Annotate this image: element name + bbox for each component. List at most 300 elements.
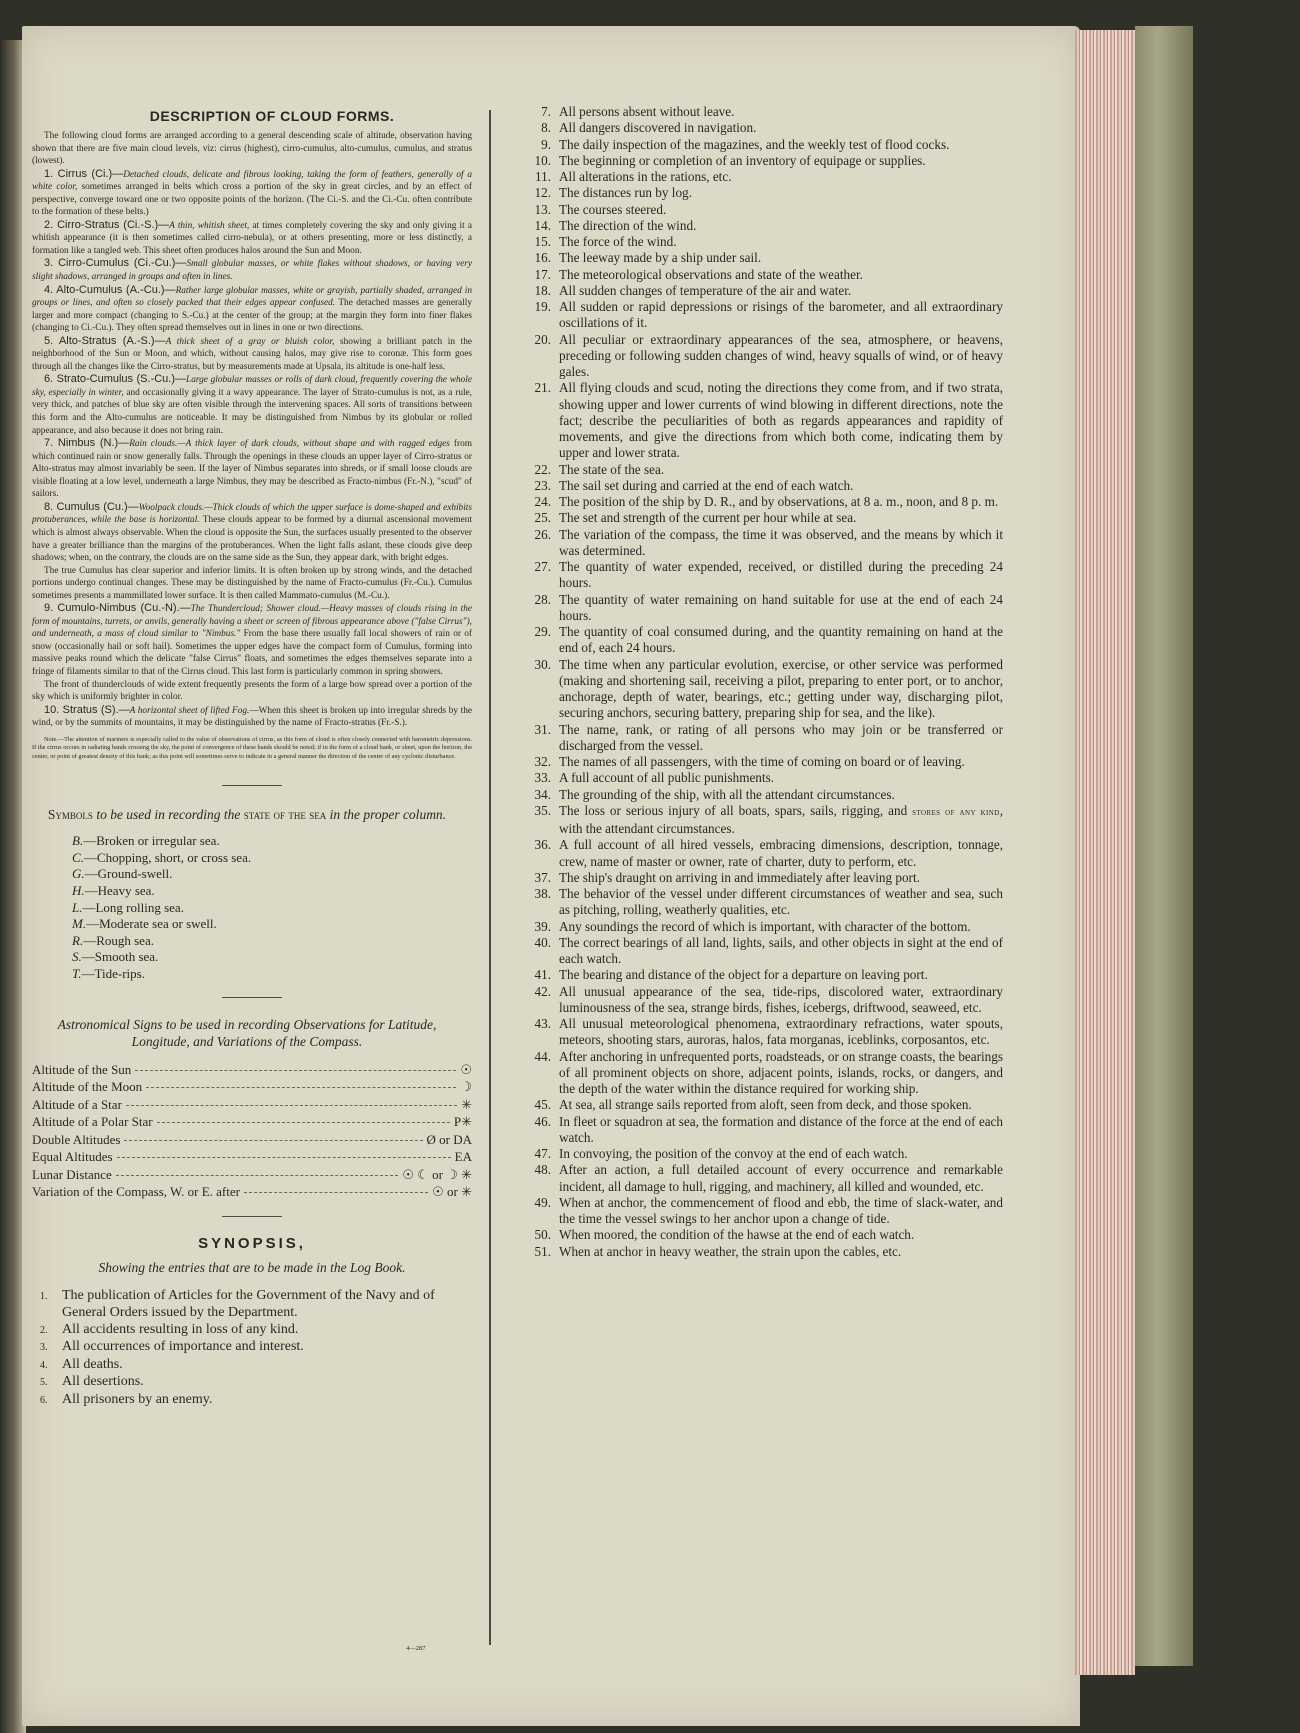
entry-number: 15. <box>534 234 551 249</box>
log-entry <box>525 510 1003 526</box>
sea-symbol-item <box>72 866 472 883</box>
entry-number: 13. <box>534 201 551 217</box>
section-divider <box>222 997 282 998</box>
log-entry <box>525 803 1003 838</box>
cloud-details: from which continued rain or snow generally falls. Through the openings in these clouds an upper layer of Cirro-stratus or Alto-stratus may almost invariably be seen. If the layer of Nimbus separates into shreds, or if small loose clouds are visible floating at a low level, underneath a large Nimbus, they may be described as Fracto-nimbus (Fr.-N.), "scud" of sailors. <box>32 439 472 500</box>
entry-text-part: All persons absent without leave. <box>559 104 735 119</box>
entry-text-part: The force of the wind. <box>559 234 677 249</box>
section-divider <box>222 1216 282 1217</box>
entry-number: 47. <box>534 1146 551 1161</box>
sea-heading-part: in the proper column. <box>326 807 447 823</box>
synopsis-item <box>32 1339 472 1357</box>
entry-text-part: , with the attendant circumstances. <box>559 802 1003 836</box>
log-entry <box>525 527 1003 560</box>
sea-symbol-item <box>72 966 472 983</box>
log-entry <box>525 592 1003 625</box>
entry-number: 32. <box>534 754 551 769</box>
sea-symbol-key: S. <box>72 949 82 965</box>
cloud-details: at times completely covering the sky and only giving it a whitish appearance (it is then sometimes called cirro-nebula), or at others presenting, more or less distinctly, a formation like a tangled web. This sheet often produces halos around the Sun and Moon. <box>32 220 472 256</box>
cloud-entry <box>32 704 472 730</box>
log-entry <box>525 559 1003 592</box>
entry-text-part: Any soundings the record of which is important, with character of the bottom. <box>559 918 971 934</box>
log-entry <box>525 299 1003 332</box>
column-rule <box>489 110 491 1645</box>
cloud-name: 4. Alto-Cumulus (A.-Cu.)— <box>44 283 176 296</box>
log-entry <box>525 837 1003 870</box>
synopsis-subtitle: Showing the entries that are to be made in the Log Book. <box>98 1259 406 1275</box>
log-entry <box>525 770 1003 786</box>
entry-text <box>559 657 1003 722</box>
entry-text-part: The sail set during and carried at the end of each watch. <box>559 477 854 493</box>
entry-number: 26. <box>534 526 551 542</box>
entry-number: 27. <box>534 559 551 574</box>
sea-symbol-key: C. <box>72 849 84 865</box>
entry-text-part: In convoying, the position of the convoy at the end of each watch. <box>559 1146 908 1161</box>
right-column <box>525 104 1003 1260</box>
entry-text <box>559 967 1003 983</box>
synopsis-text: All prisoners by an enemy. <box>62 1391 213 1407</box>
entry-number: 38. <box>534 886 551 901</box>
astro-sign-symbol: EA <box>454 1149 472 1165</box>
entry-number: 42. <box>534 983 551 999</box>
sea-symbol-key: G. <box>72 866 85 882</box>
synopsis-number: 4. <box>40 1359 48 1371</box>
cloud-definition: A horizontal sheet of lifted Fog. <box>129 705 250 716</box>
cloud-name: 2. Cirro-Stratus (Ci.-S.)— <box>44 218 170 231</box>
entry-number: 51. <box>534 1243 551 1259</box>
synopsis-number: 2. <box>40 1324 48 1336</box>
entry-text <box>559 1146 1003 1162</box>
entry-number: 10. <box>534 152 551 168</box>
entry-text <box>559 722 1003 755</box>
entry-text-part: The direction of the wind. <box>559 217 697 233</box>
sea-heading-part: to be used in recording the <box>92 807 244 823</box>
entry-text-part: The variation of the compass, the time it was observed, and the means by which it was determined. <box>559 526 1003 558</box>
entry-number: 48. <box>534 1162 551 1178</box>
entry-number: 37. <box>534 869 551 885</box>
entry-text-part: The behavior of the vessel under different circumstances of weather and sea, such as pitching, rolling, weatherly qualities, etc. <box>559 886 1003 918</box>
cloud-details: sometimes arranged in belts which cross a portion of the sky in great circles, and by an effect of perspective, converge toward one or two opposite points of the horizon. (The Ci.-S. and the Ci.-Cu. often contribute to the formation of these belts.) <box>32 182 472 218</box>
cloud-definition: Large globular masses or rolls of dark cloud, frequently covering the whole sky, especially in winter, <box>32 375 473 398</box>
log-entry <box>525 1244 1003 1260</box>
entry-text-part: The loss or serious injury of all boats, spars, sails, rigging, and <box>559 802 913 818</box>
entry-number: 39. <box>534 918 551 934</box>
astro-sign-symbol: ☉ ☾ or ☽ ✳ <box>402 1166 472 1182</box>
cloud-definition: Woolpack clouds.—Thick clouds of which the upper surface is dome-shaped and exhibits protuberances, while the base is horizontal. <box>32 502 472 526</box>
astro-sign-symbol: ☉ or ✳ <box>432 1184 472 1200</box>
entry-smallcaps: stores of any kind <box>912 806 1000 818</box>
astro-sign-table <box>32 1062 472 1202</box>
log-entry <box>525 120 1003 136</box>
entry-number: 44. <box>534 1048 551 1064</box>
entry-text-part: All sudden or rapid depressions or risings of the barometer, and all extraordinary oscillations of it. <box>559 299 1003 331</box>
leader-dots <box>146 1087 456 1088</box>
entry-number: 50. <box>534 1227 551 1243</box>
entry-number: 49. <box>534 1194 551 1210</box>
entry-text <box>559 1162 1003 1195</box>
sea-symbols-heading <box>32 806 462 823</box>
cloud-description <box>32 130 472 730</box>
sea-symbol-key: T. <box>72 965 82 981</box>
cloud-definition: A thick sheet of a gray or bluish color, <box>165 336 335 347</box>
sea-symbol-key: B. <box>72 833 84 849</box>
entry-text-part: The time when any particular evolution, exercise, or other service was performed (making and shortening sail, receiving a pilot, preparing to enter port, or to anchor, anchorage, depth of water, bearings, etc.; getting under way, discharging pilot, securing anchors, securing battery, preparing ship for sea, and the like). <box>559 656 1003 721</box>
log-entry <box>525 870 1003 886</box>
entry-number: 22. <box>534 461 551 477</box>
entry-number: 24. <box>534 494 551 509</box>
entry-text-part: The quantity of water remaining on hand suitable for use at the end of each 24 hours. <box>559 591 1003 623</box>
cloud-entry <box>32 257 472 283</box>
plate-number: 4—287 <box>406 1645 426 1652</box>
cloud-name: 1. Cirrus (Ci.)— <box>44 167 124 180</box>
synopsis-number: 6. <box>40 1394 48 1406</box>
entry-text-part: The quantity of water expended, received, or distilled during the preceding 24 hours. <box>559 559 1003 591</box>
entry-number: 31. <box>534 721 551 737</box>
entry-text <box>559 218 1003 234</box>
log-entry <box>525 202 1003 218</box>
entry-text <box>559 803 1003 838</box>
cloud-name: 10. Stratus (S).— <box>44 703 130 716</box>
entry-number: 36. <box>534 837 551 853</box>
log-entry <box>525 1227 1003 1243</box>
entry-text-part: In fleet or squadron at sea, the formation and distance of the force at the end of each watch. <box>559 1113 1003 1145</box>
entry-text <box>559 169 1003 185</box>
entry-text <box>559 935 1003 968</box>
entry-text <box>559 559 1003 592</box>
entry-number: 30. <box>534 656 551 672</box>
synopsis-number: 3. <box>40 1342 48 1354</box>
entry-text-part: The correct bearings of all land, lights, sails, and other objects in sight at the end of each watch. <box>559 934 1003 966</box>
synopsis-item <box>32 1374 472 1392</box>
cloud-name: 3. Cirro-Cumulus (Ci.-Cu.)— <box>44 257 187 270</box>
section-divider <box>222 785 282 786</box>
astro-sign-label: Altitude of the Sun <box>32 1061 132 1077</box>
astro-sign-row <box>32 1062 472 1080</box>
cloud-definition: A thin, whitish sheet, <box>169 220 250 231</box>
entry-text <box>559 510 1003 526</box>
entry-number: 40. <box>534 934 551 950</box>
entry-text <box>559 984 1003 1017</box>
entry-number: 46. <box>534 1113 551 1129</box>
log-entry <box>525 1097 1003 1113</box>
entry-text <box>559 1049 1003 1098</box>
synopsis-text: All desertions. <box>62 1374 144 1390</box>
sea-symbol-text: —Ground-swell. <box>84 866 173 882</box>
back-cover-board <box>1135 26 1193 1666</box>
synopsis-list <box>32 1288 472 1410</box>
astro-sign-row <box>32 1079 472 1097</box>
log-entry <box>525 919 1003 935</box>
sea-symbol-item <box>72 916 472 933</box>
log-entry <box>525 624 1003 657</box>
sea-symbol-key: M. <box>72 916 87 932</box>
entry-text <box>559 787 1003 803</box>
cloud-details: showing a brilliant patch in the neighborhood of the Sun or Moon, and which, without causing halos, may give rise to coronæ. This form goes through all the changes like the Cirro-stratus, but by measurements made at Upsala, its altitude is one-half less. <box>32 336 472 372</box>
astro-sign-row <box>32 1132 472 1150</box>
entry-number: 41. <box>534 967 551 983</box>
cloud-details: The front of thunderclouds of wide extent frequently presents the form of a large bow spread over a portion of the sky which is uniformly brighter in color. <box>32 679 472 703</box>
entry-text <box>559 1244 1003 1260</box>
entry-text-part: The courses steered. <box>559 201 667 217</box>
cloud-definition: Small globular masses, or white flakes without shadows, or having very slight shadows, arranged in groups and often in lines. <box>32 259 472 283</box>
astro-sign-symbol: Ø or DA <box>426 1131 472 1147</box>
entry-text-part: The name, rank, or rating of all persons who may join or be transferred or discharged from the vessel. <box>559 721 1003 753</box>
log-entry <box>525 267 1003 283</box>
log-entry <box>525 722 1003 755</box>
cloud-entry <box>32 284 472 335</box>
entry-text-part: The leeway made by a ship under sail. <box>559 250 762 266</box>
sea-symbol-item <box>72 900 472 917</box>
synopsis-text: The publication of Articles for the Government of the Navy and of General Orders issued by the Department. <box>62 1287 435 1321</box>
entry-text <box>559 120 1003 136</box>
entry-text-part: All unusual appearance of the sea, tide-rips, discolored water, extraordinary luminousness of the sea, strange birds, fishes, icebergs, driftwood, seaweed, etc. <box>559 983 1003 1015</box>
entry-text <box>559 104 1003 120</box>
entry-number: 19. <box>534 299 551 314</box>
entry-text-part: All alterations in the rations, etc. <box>559 169 732 184</box>
entry-number: 28. <box>534 591 551 607</box>
cloud-details: From the base there usually fall local showers of rain or of snow (occasionally hail or soft hail). Sometimes the upper edges have the compact form of Cumulus, forming into massive peaks round which the delicate "false Cirrus" floats, and sometimes the edges themselves separate into a fringe of filaments similar to that of the Cirrus cloud. This last form is particularly common in spring showers. <box>32 629 472 677</box>
astro-sign-label: Lunar Distance <box>32 1166 112 1182</box>
entry-text <box>559 1195 1003 1228</box>
sea-symbol-item <box>72 883 472 900</box>
astro-sign-label: Altitude of a Star <box>32 1096 122 1112</box>
entry-text-part: All unusual meteorological phenomena, extraordinary refractions, water spouts, meteors, shooting stars, auroras, halos, fata morganas, iceblinks, corposantos, etc. <box>559 1016 1003 1048</box>
entry-text <box>559 185 1003 201</box>
sea-symbol-key: H. <box>72 882 85 898</box>
log-entry <box>525 332 1003 381</box>
log-entry <box>525 1114 1003 1147</box>
entry-text <box>559 153 1003 169</box>
log-entry <box>525 137 1003 153</box>
synopsis-text: All occurrences of importance and interest. <box>62 1339 304 1355</box>
astro-sign-symbol: ✳ <box>461 1096 472 1112</box>
synopsis-item <box>32 1392 472 1410</box>
sea-symbol-text: —Rough sea. <box>83 932 154 948</box>
synopsis-item <box>32 1357 472 1375</box>
log-entry <box>525 169 1003 185</box>
entry-text <box>559 837 1003 870</box>
sea-symbol-item <box>72 933 472 950</box>
entry-number: 21. <box>534 380 551 396</box>
cloud-intro: The following cloud forms are arranged according to a general descending scale of altitude, observation having shown that there are five main cloud levels, viz: cirrus (highest), cirro-cumulus, alto-cumulus, cumulus, and stratus (lowest). <box>32 131 472 167</box>
log-entry <box>525 218 1003 234</box>
entry-text-part: The grounding of the ship, with all the attendant circumstances. <box>559 786 895 802</box>
sea-symbol-key: R. <box>72 932 84 948</box>
log-entry <box>525 283 1003 299</box>
entry-text-part: A full account of all hired vessels, embracing dimensions, description, tonnage, crew, name of master or owner, rate of charter, duty to perform, etc. <box>559 837 1003 869</box>
entry-text <box>559 527 1003 560</box>
sea-symbol-item <box>72 949 472 966</box>
entry-text <box>559 462 1003 478</box>
astro-sign-label: Equal Altitudes <box>32 1149 113 1165</box>
entry-text-part: All sudden changes of temperature of the air and water. <box>559 282 852 298</box>
entry-text-part: All peculiar or extraordinary appearances of the sea, atmosphere, or heavens, preceding or following sudden changes of wind, heavy squalls of wind, or of heavy gales. <box>559 331 1003 379</box>
entry-text-part: The meteorological observations and state of the weather. <box>559 266 863 282</box>
cloud-list <box>32 168 472 730</box>
sea-symbol-text: —Moderate sea or swell. <box>86 916 217 932</box>
entry-number: 34. <box>534 786 551 802</box>
entry-text <box>559 299 1003 332</box>
log-entry <box>525 787 1003 803</box>
entry-text <box>559 380 1003 461</box>
cloud-name: 9. Cumulo-Nimbus (Cu.-N).— <box>44 602 191 615</box>
astro-sign-label: Double Altitudes <box>32 1131 121 1147</box>
log-entry <box>525 935 1003 968</box>
entry-text-part: A full account of all public punishments. <box>559 770 774 786</box>
synopsis-number: 5. <box>40 1377 48 1389</box>
entry-text <box>559 250 1003 266</box>
entry-text-part: After an action, a full detailed account of every occurrence and remarkable incident, all damage to hull, rigging, and machinery, all killed and wounded, etc. <box>559 1162 1003 1194</box>
sea-symbol-text: —Smooth sea. <box>81 949 159 965</box>
log-entry <box>525 886 1003 919</box>
astro-sign-symbol: ☽ <box>460 1079 472 1095</box>
leader-dots <box>135 1070 456 1071</box>
sea-symbol-text: —Broken or irregular sea. <box>83 833 220 849</box>
log-entry <box>525 1016 1003 1049</box>
cloud-name: 7. Nimbus (N.)— <box>44 437 130 450</box>
cloud-definition: The Thundercloud; Shower cloud.—Heavy masses of clouds rising in the form of mountains, turrets, or anvils, generally having a sheet or screen of fibrous appearance above ("false Cirrus"), and underneath, a mass of cloud similar to "Nimbus." <box>32 604 472 640</box>
entry-text <box>559 919 1003 935</box>
log-entry <box>525 967 1003 983</box>
astro-sign-row <box>32 1149 472 1167</box>
synopsis-item <box>32 1288 472 1322</box>
entry-text <box>559 1097 1003 1113</box>
leader-dots <box>116 1175 399 1176</box>
entry-text <box>559 494 1003 510</box>
entry-text-part: All flying clouds and scud, noting the directions they come from, and if two strata, showing upper and lower currents of wind blowing in different directions, note the fact; describe the peculiarities of both as regards appearances and rapidity of movements, and give the directions from which both come, indicating them by upper and lower strata. <box>559 380 1003 461</box>
cloud-entry <box>32 679 472 704</box>
entry-text-part: When moored, the condition of the hawse at the end of each watch. <box>559 1227 915 1243</box>
cloud-name: 6. Strato-Cumulus (S.-Cu.)— <box>44 373 187 386</box>
entry-text-part: When at anchor, the commencement of flood and ebb, the time of slack-water, and the time the vessel swings to her anchor upon a change of tide. <box>559 1194 1003 1226</box>
log-entry <box>525 250 1003 266</box>
sea-symbol-key: L. <box>72 899 83 915</box>
cloud-definition: Rain clouds.—A thick layer of dark clouds, without shape and with ragged edges <box>129 439 450 450</box>
entry-number: 7. <box>541 104 551 119</box>
entry-text <box>559 624 1003 657</box>
entry-text-part: The state of the sea. <box>559 461 665 477</box>
cloud-details: The detached masses are generally larger and more compact (changing to S.-Cu.) at the center of the group; at the margin they form into finer flakes (changing to Ci.-Cu.). They often spread themselves out in lines in one or two directions. <box>32 298 472 334</box>
entry-text <box>559 886 1003 919</box>
synopsis-text: All accidents resulting in loss of any kind. <box>62 1321 299 1337</box>
entry-number: 9. <box>541 136 551 152</box>
log-entry <box>525 984 1003 1017</box>
entry-text-part: The quantity of coal consumed during, and the quantity remaining on hand at the end of, each 24 hours. <box>559 624 1003 656</box>
log-entry <box>525 185 1003 201</box>
entry-number: 23. <box>534 477 551 493</box>
sea-symbol-text: —Heavy sea. <box>84 882 155 898</box>
log-entry <box>525 380 1003 461</box>
cloud-name: 5. Alto-Stratus (A.-S.)— <box>44 334 166 347</box>
cloud-details: and occasionally giving it a wavy appearance. The layer of Strato-cumulus is not, as a rule, very thick, and patches of blue sky are often visible through the intervening spaces. All sorts of transitions between this form and the Alto-cumulus are noticeable. It may be distinguished from Nimbus by its globular or rolled appearance, and also because it does not bring rain. <box>32 387 473 436</box>
sea-symbol-item <box>72 850 472 867</box>
log-entry <box>525 1049 1003 1098</box>
cloud-name: 8. Cumulus (Cu.)— <box>44 500 139 513</box>
synopsis-text: All deaths. <box>62 1356 123 1372</box>
entry-text <box>559 754 1003 770</box>
entry-text <box>559 478 1003 494</box>
entry-text-part: The ship's draught on arriving in and immediately after leaving port. <box>559 869 920 885</box>
cloud-definition: Rather large globular masses, white or grayish, partially shaded, arranged in groups or lines, and often so closely packed that their edges appear confused. <box>32 285 472 309</box>
log-entry <box>525 104 1003 120</box>
cloud-entry <box>32 373 472 437</box>
entry-text-part: The names of all passengers, with the time of coming on board or of leaving. <box>559 754 965 769</box>
astro-sign-label: Altitude of a Polar Star <box>32 1114 153 1130</box>
synopsis-number: 1. <box>40 1290 48 1302</box>
entry-number: 35. <box>534 802 551 818</box>
entry-number: 17. <box>534 266 551 282</box>
astro-sign-symbol: ☉ <box>460 1061 472 1077</box>
entry-number: 33. <box>534 770 551 786</box>
astro-sign-symbol: P✳ <box>453 1114 472 1130</box>
entry-number: 25. <box>534 510 551 526</box>
entry-number: 12. <box>534 185 551 201</box>
entry-text-part: When at anchor in heavy weather, the strain upon the cables, etc. <box>559 1243 902 1259</box>
log-entry <box>525 462 1003 478</box>
sea-heading-part: state of the sea <box>243 807 327 823</box>
entry-text <box>559 137 1003 153</box>
entry-text <box>559 267 1003 283</box>
log-entry <box>525 494 1003 510</box>
log-entry <box>525 657 1003 722</box>
entry-number: 29. <box>534 624 551 639</box>
entry-text-part: After anchoring in unfrequented ports, roadsteads, or on strange coasts, the bearings of all prominent objects on shore, adjacent points, islands, rocks, or dangers, and the depth of the water within the distance required for working ship. <box>559 1048 1003 1096</box>
sea-heading-part: Symbols <box>47 807 93 823</box>
entry-text-part: The bearing and distance of the object for a departure on leaving port. <box>559 967 928 983</box>
entry-number: 11. <box>535 169 551 184</box>
entry-text <box>559 1227 1003 1243</box>
cloud-definition: Detached clouds, delicate and fibrous looking, taking the form of feathers, generally of a white color, <box>32 169 473 193</box>
sea-symbol-item <box>72 833 472 850</box>
page-edges <box>1075 30 1135 1675</box>
entry-text <box>559 234 1003 250</box>
astro-sign-row <box>32 1184 472 1202</box>
leader-dots <box>157 1122 450 1123</box>
entry-number: 14. <box>534 217 551 233</box>
cloud-entry <box>32 219 472 258</box>
leader-dots <box>126 1105 457 1106</box>
leader-dots <box>124 1140 422 1141</box>
entry-text <box>559 283 1003 299</box>
leader-dots <box>117 1157 451 1158</box>
cirrus-note: Note.—The attention of mariners is especially called to the value of observations of cirrus, as this form of cloud is often closely connected with barometric depressions. If the cirrus occurs in radiating bands crossing the sky, the point of convergence of these bands should be noted; if in the form of a cloud bank, or sheet, upon the horizon, the center, or point of greatest density of this bank; as this point will sometimes serve to indicate in a general manner the direction of the center of any cyclonic disturbance. <box>32 735 472 760</box>
sea-symbol-text: —Chopping, short, or cross sea. <box>83 849 252 865</box>
cloud-entry <box>32 602 472 678</box>
entry-text <box>559 870 1003 886</box>
cloud-entry <box>32 437 472 501</box>
entry-text-part: The beginning or completion of an inventory of equipage or supplies. <box>559 152 926 168</box>
sea-symbol-list <box>72 833 472 982</box>
leader-dots <box>244 1192 428 1193</box>
entry-text <box>559 592 1003 625</box>
entry-text-part: All dangers discovered in navigation. <box>559 120 757 136</box>
entry-number: 20. <box>534 331 551 347</box>
cloud-entry <box>32 335 472 374</box>
astro-sign-label: Variation of the Compass, W. or E. after <box>32 1184 240 1200</box>
entry-text-part: The position of the ship by D. R., and by observations, at 8 a. m., noon, and 8 p. m. <box>559 494 999 509</box>
astro-heading: Astronomical Signs to be used in recording Observations for Latitude, Longitude, and Variations of the Compass. <box>57 1016 437 1049</box>
sea-symbol-text: —Long rolling sea. <box>82 899 184 915</box>
entry-number: 45. <box>534 1097 551 1113</box>
entry-text <box>559 1114 1003 1147</box>
cloud-details: —When this sheet is broken up into irregular shreds by the wind, or by the summits of mountains, it may be distinguished by the name of Fracto-stratus (Fr.-S.). <box>32 705 472 729</box>
log-entry-list <box>525 104 1003 1260</box>
log-entry <box>525 1162 1003 1195</box>
entry-number: 16. <box>534 250 551 266</box>
cloud-details: The true Cumulus has clear superior and inferior limits. It is often broken up by strong winds, and the detached portions undergo continual changes. These may be distinguished by the name of Fracto-cumulus (Fr.-Cu.). Cumulus sometimes presents a mammillated lower surface. It is then called Mammato-cumulus (M.-Cu.). <box>32 565 472 601</box>
astro-sign-row <box>32 1097 472 1115</box>
log-entry <box>525 478 1003 494</box>
